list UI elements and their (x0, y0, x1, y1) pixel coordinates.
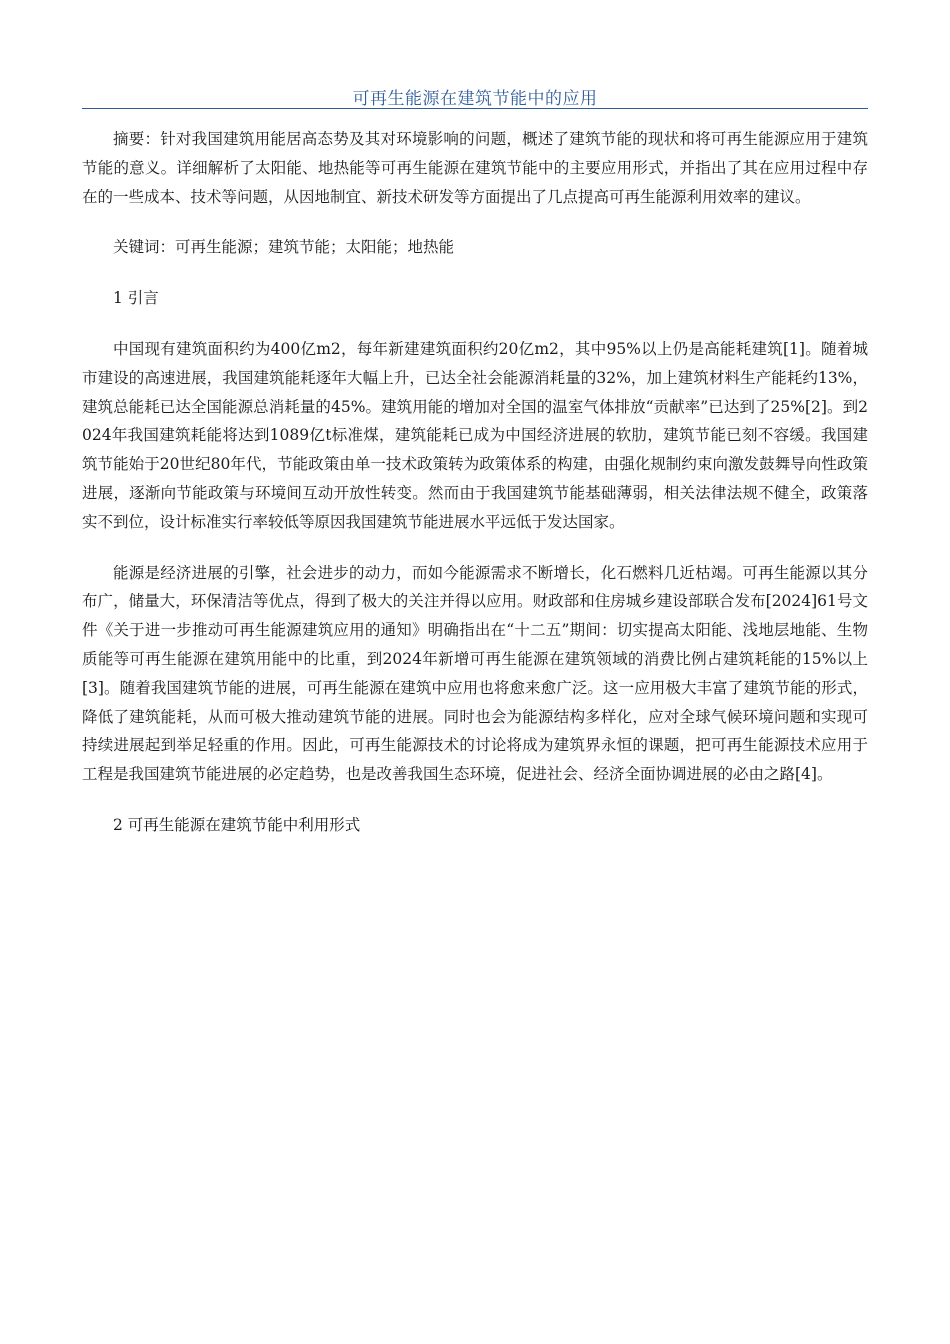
introduction-paragraph-1: 中国现有建筑面积约为400亿m2，每年新建建筑面积约20亿m2，其中95%以上仍是高能耗建筑[1]。随着城市建设的高速进展，我国建筑能耗逐年大幅上升，已达全社会能源消耗量的32%，加上建筑材料生产能耗约13%，建筑总能耗已达全国能源总消耗量的45%。建筑用能的增加对全国的温室气体排放“贡献率”已达到了25%[2]。到2024年我国建筑耗能将达到1089亿t标准煤，建筑能耗已成为中国经济进展的软肋，建筑节能已刻不容缓。我国建筑节能始于20世纪80年代，节能政策由单一技术政策转为政策体系的构建，由强化规制约束向激发鼓舞导向性政策进展，逐渐向节能政策与环境间互动开放性转变。然而由于我国建筑节能基础薄弱，相关法律法规不健全，政策落实不到位，设计标准实行率较低等原因我国建筑节能进展水平远低于发达国家。 (82, 339, 868, 531)
document-title: 可再生能源在建筑节能中的应用 (352, 89, 598, 109)
page-header (82, 0, 868, 110)
introduction-paragraph-2: 能源是经济进展的引擎，社会进步的动力，而如今能源需求不断增长，化石燃料几近枯竭。可再生能源以其分布广，储量大，环保清洁等优点，得到了极大的关注并得以应用。财政部和住房城乡建设部联合发布[2024]61号文件《关于进一步推动可再生能源建筑应用的通知》明确指出在“十二五”期间：切实提高太阳能、浅地层地能、生物质能等可再生能源在建筑用能中的比重，到2024年新增可再生能源在建筑领域的消费比例占建筑耗能的15%以上[3]。随着我国建筑节能的进展，可再生能源在建筑中应用也将愈来愈广泛。这一应用极大丰富了建筑节能的形式，降低了建筑能耗，从而可极大推动建筑节能的进展。同时也会为能源结构多样化，应对全球气候环境问题和实现可持续进展起到举足轻重的作用。因此，可再生能源技术的讨论将成为建筑界永恒的课题，把可再生能源技术应用于工程是我国建筑节能进展的必定趋势，也是改善我国生态环境，促进社会、经济全面协调进展的必由之路[4]。 (82, 563, 868, 784)
abstract-paragraph: 摘要：针对我国建筑用能居高态势及其对环境影响的问题，概述了建筑节能的现状和将可再生能源应用于建筑节能的意义。详细解析了太阳能、地热能等可再生能源在建筑节能中的主要应用形式，并指出了其在应用过程中存在的一些成本、技术等问题，从因地制宜、新技术研发等方面提出了几点提高可再生能源利用效率的建议。 (82, 130, 868, 206)
section-heading-introduction: 1 引言 (113, 289, 159, 308)
document-page (82, 0, 868, 840)
keywords-line: 关键词：可再生能源；建筑节能；太阳能；地热能 (113, 238, 455, 257)
section-heading-utilization-forms: 2 可再生能源在建筑节能中利用形式 (113, 815, 361, 834)
title-underline-rule (82, 108, 868, 109)
